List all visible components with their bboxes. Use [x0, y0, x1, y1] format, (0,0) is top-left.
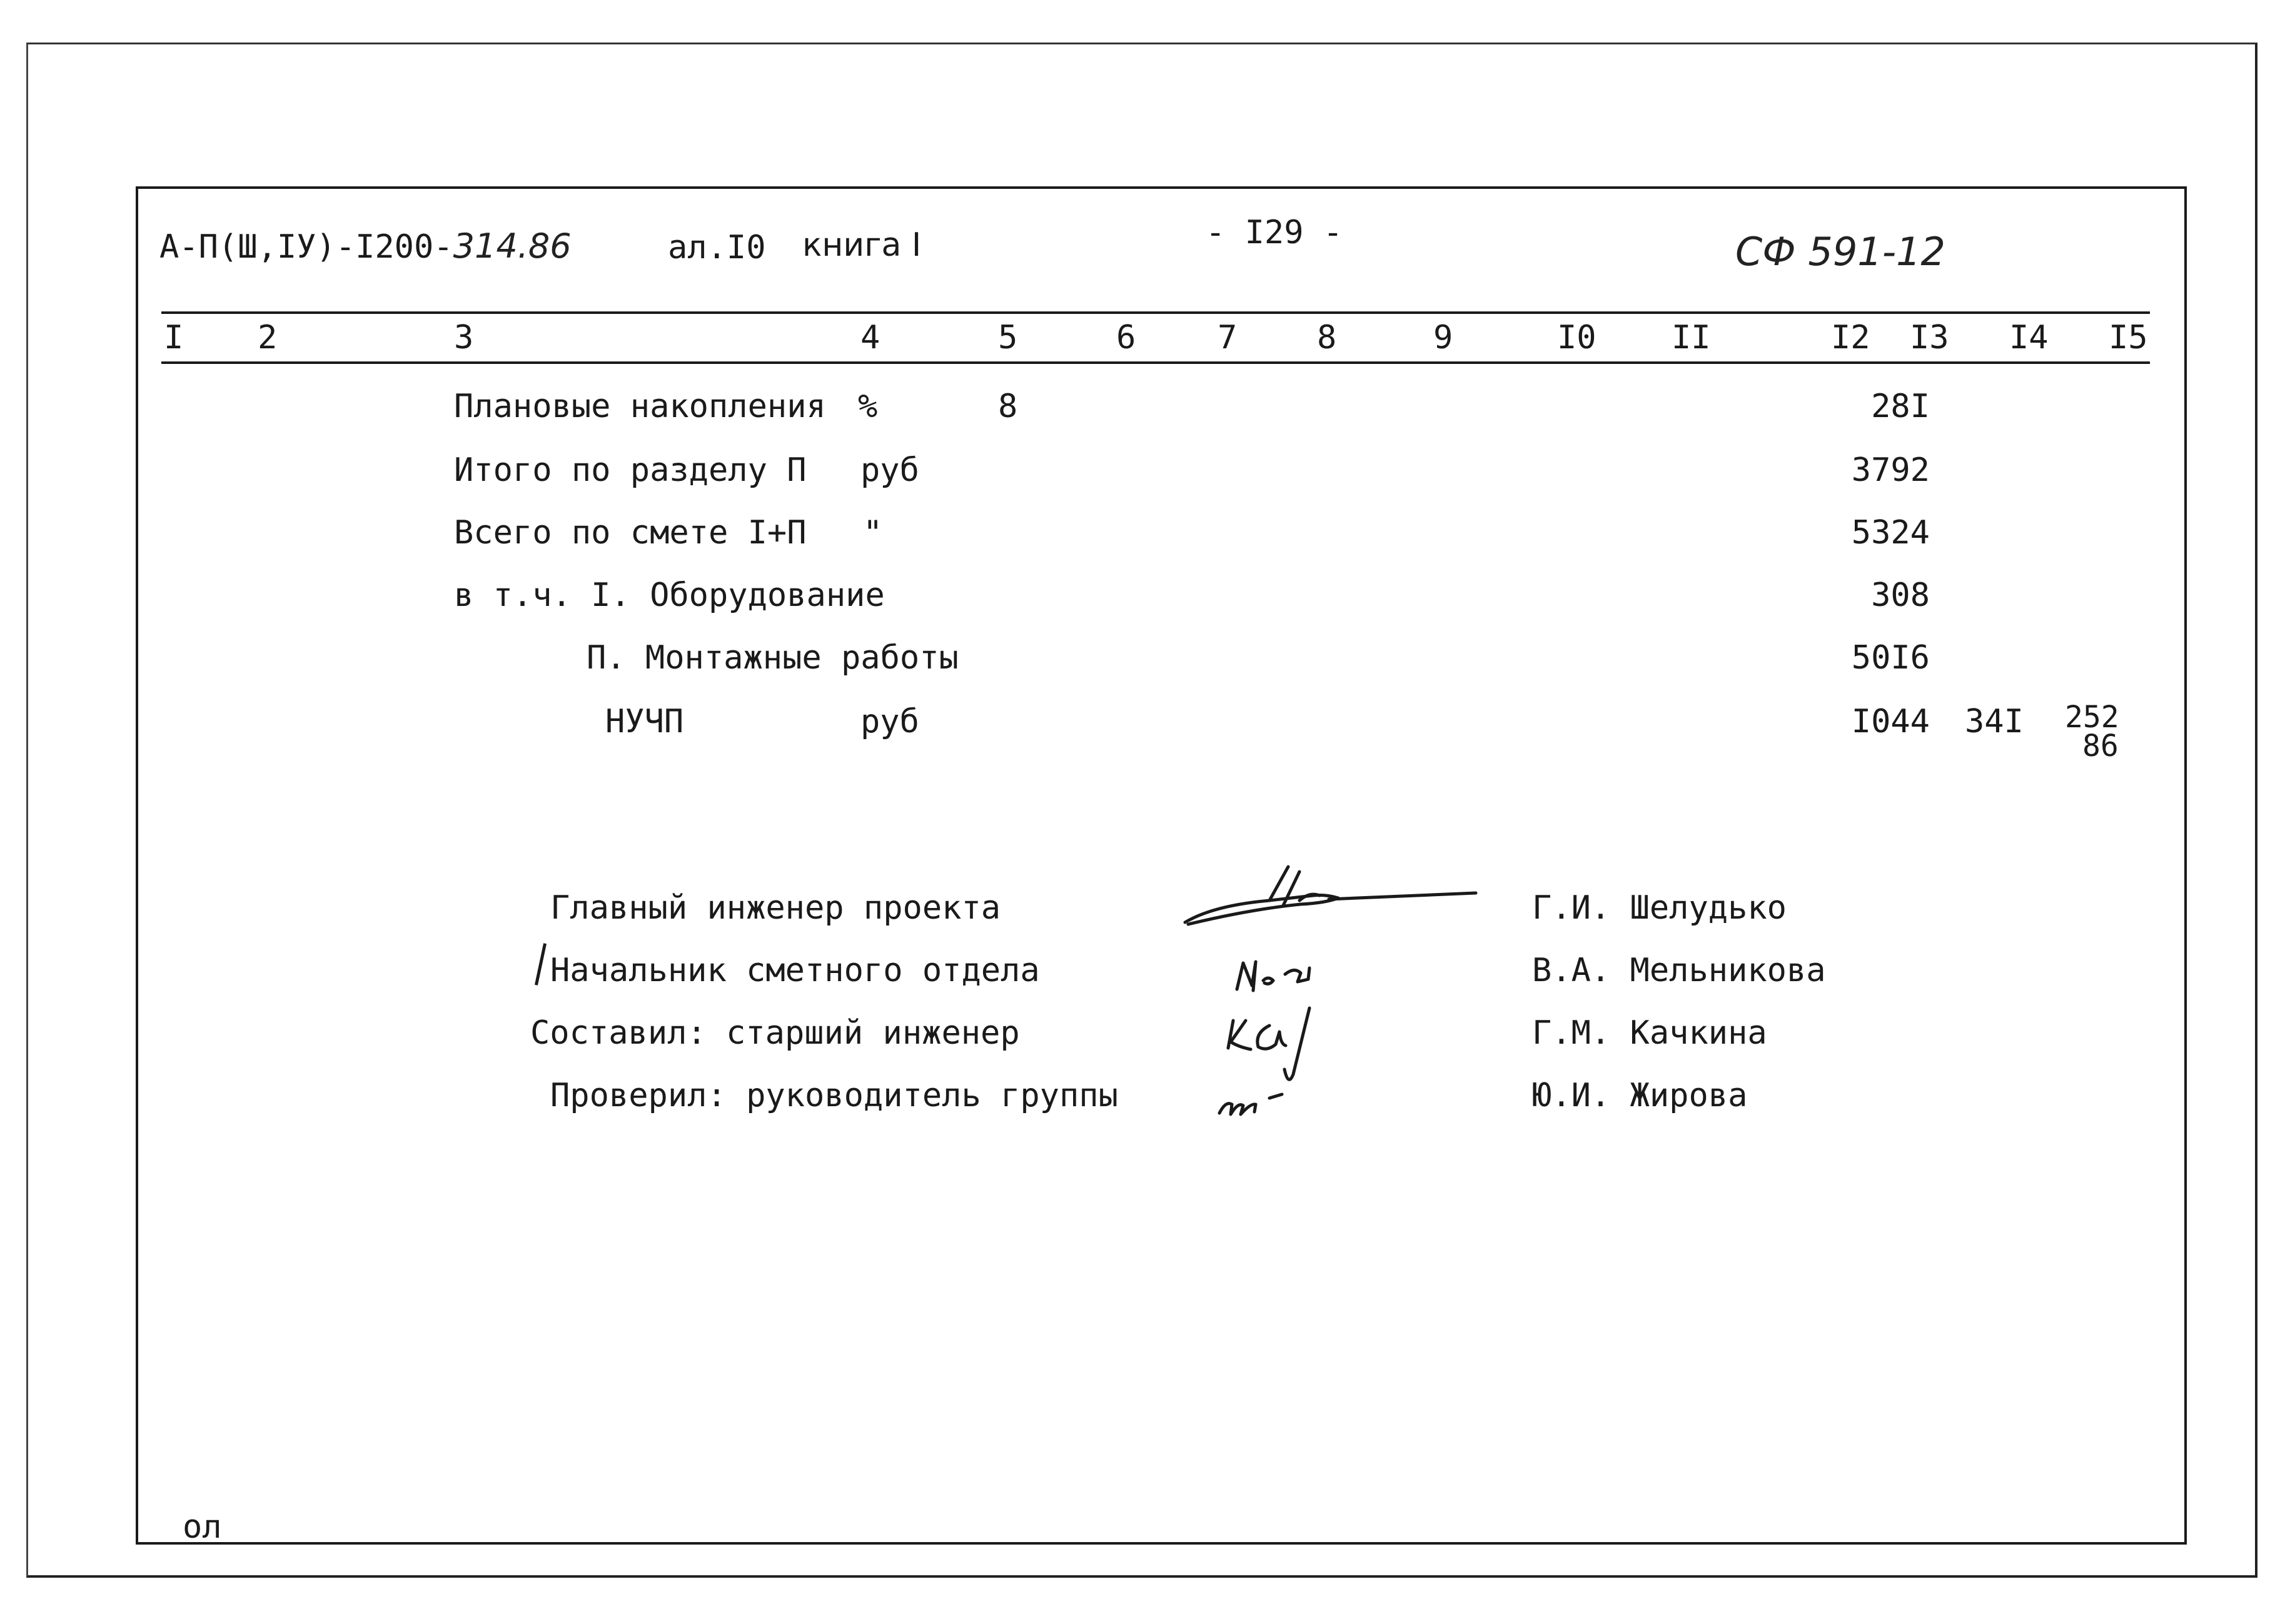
row-4-name: в т.ч. I. Оборудование	[454, 577, 885, 614]
signature-person-4: Ю.И. Жирова	[1532, 1077, 1748, 1114]
column-header-14: I4	[2009, 319, 2049, 356]
row-6-col14: 34I	[1965, 703, 2024, 740]
signature-person-2: В.А. Мельникова	[1532, 952, 1826, 989]
row-3-name: Всего по смете I+П	[454, 514, 807, 552]
album-number: ал.I0	[668, 229, 766, 266]
row-6-name: НУЧП	[605, 703, 684, 740]
column-header-9: 9	[1433, 319, 1453, 356]
stamp-code: СФ 591-12	[1735, 229, 1945, 275]
row-6-col15-bottom: 86	[2082, 729, 2119, 764]
signature-title-3: Составил: старший инженер	[530, 1014, 1020, 1052]
row-6-col15-top: 252	[2065, 700, 2119, 735]
column-header-15: I5	[2109, 319, 2148, 356]
footer-mark: ол	[183, 1508, 222, 1546]
handwritten-signatures	[1176, 857, 1488, 1144]
header-bottom-rule	[161, 361, 2150, 364]
document-code-handwritten: 314.86	[453, 226, 572, 266]
row-1-name: Плановые накопления	[454, 388, 826, 425]
row-3-total: 5324	[1851, 514, 1930, 552]
column-header-11: II	[1672, 319, 1711, 356]
column-header-4: 4	[860, 319, 880, 356]
signature-title-2: Начальник сметного отдела	[550, 952, 1040, 989]
row-2-total: 3792	[1851, 451, 1930, 489]
column-header-10: I0	[1557, 319, 1596, 356]
column-header-8: 8	[1317, 319, 1337, 356]
row-2-name: Итого по разделу П	[454, 451, 807, 489]
signature-mark-4	[1219, 1094, 1282, 1114]
row-1-unit: %	[858, 388, 878, 425]
row-4-total: 308	[1871, 577, 1930, 614]
column-header-1: I	[164, 319, 184, 356]
document-code	[159, 226, 572, 266]
column-header-6: 6	[1116, 319, 1136, 356]
page-number: - I29 -	[1206, 214, 1343, 251]
document-code-typed: А-П(Ш,IУ)-I200-	[159, 228, 453, 266]
column-header-2: 2	[258, 319, 278, 356]
column-header-3: 3	[454, 319, 474, 356]
row-1-total: 28I	[1871, 388, 1930, 425]
row-2-unit: руб	[860, 451, 919, 489]
row-5-total: 50I6	[1851, 639, 1930, 677]
column-header-13: I3	[1910, 319, 1949, 356]
signature-mark-2	[1237, 962, 1309, 991]
signature-title-4: Проверил: руководитель группы	[550, 1077, 1118, 1114]
row-6-unit: руб	[860, 703, 919, 740]
signature-person-3: Г.М. Качкина	[1532, 1014, 1767, 1052]
signature-title-1: Главный инженер проекта	[550, 889, 1001, 927]
signature-mark-3	[1228, 1008, 1309, 1079]
column-header-5: 5	[998, 319, 1018, 356]
row-5-name: П. Монтажные работы	[587, 639, 959, 677]
column-header-12: I2	[1831, 319, 1870, 356]
row-6-total: I044	[1851, 703, 1930, 740]
signature-mark-1	[1185, 895, 1338, 925]
signature-person-1: Г.И. Шелудько	[1532, 889, 1787, 927]
book-number: книга I	[802, 226, 922, 264]
row-1-col5: 8	[998, 388, 1018, 425]
row-3-unit: "	[863, 514, 883, 552]
header-top-rule	[161, 311, 2150, 314]
column-header-7: 7	[1218, 319, 1238, 356]
